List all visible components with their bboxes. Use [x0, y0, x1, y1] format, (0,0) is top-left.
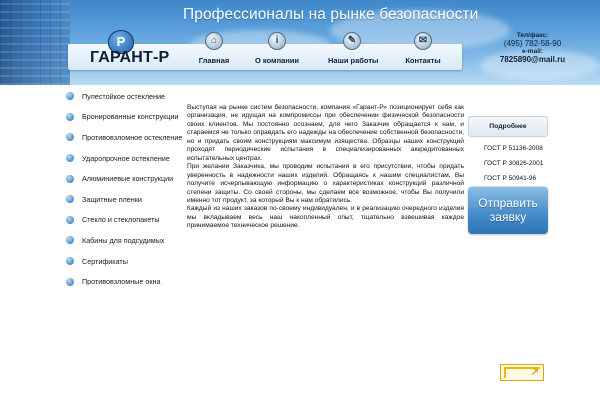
- works-icon: ✎: [343, 32, 361, 50]
- sidebar-item-films[interactable]: [66, 189, 186, 210]
- gost-link[interactable]: ГОСТ Р 30826-2001: [484, 160, 544, 167]
- sidebar-item-burglar-resistant[interactable]: [66, 127, 186, 148]
- nav-about[interactable]: [254, 32, 300, 66]
- developer-logo-icon[interactable]: [500, 364, 544, 381]
- main-content: [187, 104, 464, 231]
- email-link[interactable]: 7825890@mail.ru: [499, 55, 566, 64]
- bullet-icon: [66, 216, 74, 224]
- experience-paragraph: Каждый из наших заказов по-своему индивидуален, и в реализацию очередного изделия мы вкладываем весь наш накопленный опыт, тщательно взвешивая каждое принимаемое техническое решение.: [187, 205, 464, 230]
- sidebar-item-impact-resistant[interactable]: [66, 148, 186, 169]
- send-request-button[interactable]: [468, 186, 548, 234]
- shield-logo-icon: Р: [108, 30, 134, 54]
- sidebar-menu: [66, 86, 186, 292]
- email-label: e-mail:: [522, 48, 543, 55]
- sidebar-item-label: Защитные пленки: [82, 194, 142, 204]
- testing-paragraph: При желании Заказчика, мы проводим испытания в его присутствии, чтобы придать уверенность в надежности наших изделий. Обращаясь к нашим специалистам, Вы получите исчерпывающую информацию о характеристиках конструкций различной степени защиты. Со своей стороны, мы сделаем все возможное, чтобы Вы получили именно тот продукт, за который Вы к нам обратились.: [187, 163, 464, 204]
- sidebar-item-label: Кабины для подсудимых: [82, 235, 165, 245]
- intro-paragraph: Выступая на рынке систем безопасности, компания «Гарант-Р» позиционирует себя как организация, не идущая на компромиссы при обеспечении физической безопасности своих клиентов. Мы постоянно осознаем, для чего Заказчик обращается к нам, и стараемся не только оправдать его надежды на обеспечение собственной безопасности, но и придать своим конструкциям максимум изящества. Образцы наших конструкций проходят периодические испытания в специализированных аккредитованных испытательных центрах.: [187, 104, 464, 162]
- send-request-line2: заявку: [489, 210, 527, 224]
- send-request-line1: Отправить: [478, 196, 538, 210]
- sidebar-item-label: Стекло и стеклопакеты: [82, 215, 160, 225]
- sidebar-item-cabins[interactable]: [66, 230, 186, 251]
- bullet-icon: [66, 133, 74, 141]
- nav-works-label: Наши работы: [328, 56, 379, 65]
- sidebar-item-label: Сертификаты: [82, 256, 128, 266]
- home-icon: ⌂: [205, 32, 223, 50]
- nav-contacts[interactable]: [405, 32, 441, 66]
- sidebar-item-windows[interactable]: [66, 271, 186, 292]
- sidebar-item-armored[interactable]: [66, 107, 186, 128]
- sidebar-item-certificates[interactable]: [66, 251, 186, 272]
- sidebar-item-label: Бронированные конструкции: [82, 112, 179, 122]
- sidebar-item-label: Пулестойкое остекление: [82, 91, 166, 101]
- bullet-icon: [66, 175, 74, 183]
- sidebar-item-bulletproof[interactable]: [66, 86, 186, 107]
- sidebar-item-label: Ударопрочное остекление: [82, 153, 170, 163]
- logo-text: ГАРАНТ-Р: [90, 49, 170, 66]
- bullet-icon: [66, 278, 74, 286]
- details-heading: Подробнее: [468, 116, 548, 137]
- sidebar-item-aluminum[interactable]: [66, 168, 186, 189]
- sidebar-item-label: Противовзломные окна: [82, 277, 161, 287]
- nav-contacts-label: Контакты: [405, 56, 441, 65]
- nav-works[interactable]: [328, 32, 379, 66]
- details-panel: [468, 116, 548, 181]
- gost-link[interactable]: ГОСТ Р 50941-96: [484, 175, 537, 182]
- contacts-icon: ✉: [414, 32, 432, 50]
- nav-home-label: Главная: [198, 56, 230, 65]
- contact-block: [470, 32, 595, 64]
- info-icon: i: [268, 32, 286, 50]
- bullet-icon: [66, 154, 74, 162]
- site-tagline: Профессионалы на рынке безопасности: [183, 6, 479, 23]
- sidebar-item-label: Противовзломное остекление: [82, 132, 183, 142]
- phone-label: Тел/факс:: [516, 32, 549, 39]
- bullet-icon: [66, 257, 74, 265]
- bullet-icon: [66, 236, 74, 244]
- bullet-icon: [66, 113, 74, 121]
- bullet-icon: [66, 92, 74, 100]
- nav-home[interactable]: [197, 32, 231, 66]
- site-logo[interactable]: [86, 30, 170, 68]
- sidebar-item-label: Алюминиевые конструкции: [82, 174, 174, 184]
- nav-about-label: О компании: [254, 56, 300, 65]
- phone-number[interactable]: (495) 782-58-90: [503, 39, 562, 48]
- bullet-icon: [66, 195, 74, 203]
- gost-link[interactable]: ГОСТ Р 51136-2008: [484, 145, 543, 152]
- arrow-icon: ↗: [530, 367, 539, 378]
- building-image: [0, 0, 70, 85]
- sidebar-item-glass[interactable]: [66, 210, 186, 231]
